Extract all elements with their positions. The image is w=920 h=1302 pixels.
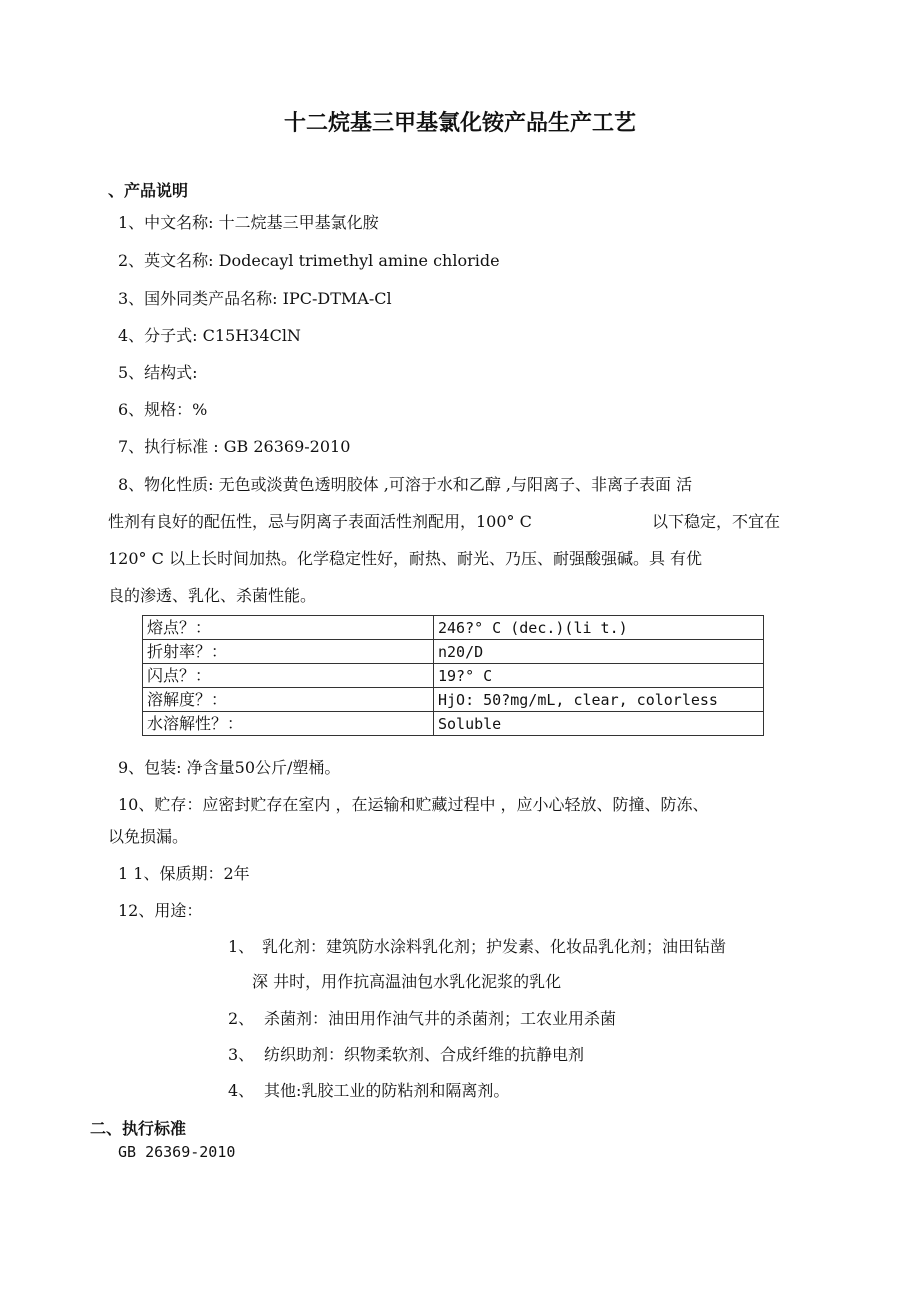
table-row — [143, 616, 764, 640]
table-cell-value: Soluble — [434, 712, 764, 736]
table-cell-value: n20/D — [434, 640, 764, 664]
item-chinese-name: 1、中文名称: 十二烷基三甲基氯化胺 — [118, 213, 379, 232]
table-cell-key: 折射率？： — [143, 640, 434, 664]
table-cell-value: HjO: 50?mg/mL, clear, colorless — [434, 688, 764, 712]
item-uses: 12、用途： — [118, 901, 203, 920]
item-properties-line1: 8、物化性质: 无色或淡黄色透明胶体 ,可溶于水和乙醇 ,与阳离子、非离子表面 活 — [118, 475, 693, 494]
table-row — [143, 712, 764, 736]
section-heading-standard: 二、执行标准 — [90, 1119, 187, 1138]
table-row — [143, 664, 764, 688]
use-2-number: 2、 — [228, 1009, 255, 1028]
item-specification: 6、规格：% — [118, 400, 208, 419]
item-properties-line3: 120° C 以上长时间加热。化学稳定性好，耐热、耐光、乃压、耐强酸强碱。具 有优 — [108, 549, 703, 568]
use-1-line2: 深 井时，用作抗高温油包水乳化泥浆的乳化 — [252, 972, 562, 991]
table-cell-key: 溶解度？： — [143, 688, 434, 712]
section-heading-product-description: 、产品说明 — [108, 181, 189, 200]
table-cell-key: 闪点？： — [143, 664, 434, 688]
item-structural-formula: 5、结构式: — [118, 363, 198, 382]
use-3-text: 纺织助剂：织物柔软剂、合成纤维的抗静电剂 — [264, 1045, 585, 1064]
item-properties-line2b: 以下稳定，不宜在 — [652, 512, 781, 531]
use-1-number: 1、 — [228, 937, 255, 956]
item-packaging: 9、包装: 净含量50公斤/塑桶。 — [118, 758, 341, 777]
use-1-line1: 乳化剂：建筑防水涂料乳化剂；护发素、化妆品乳化剂；油田钻凿 — [262, 937, 727, 956]
table-cell-key: 熔点？： — [143, 616, 434, 640]
document-title: 十二烷基三甲基氯化铵产品生产工艺 — [283, 111, 636, 136]
properties-table — [142, 615, 764, 736]
item-standard: 7、执行标准 : GB 26369-2010 — [118, 437, 351, 456]
item-foreign-product-name: 3、国外同类产品名称: IPC-DTMA-Cl — [118, 289, 392, 308]
table-row — [143, 688, 764, 712]
table-cell-value: 246?° C (dec.)(li t.) — [434, 616, 764, 640]
item-storage-line2: 以免损漏。 — [108, 827, 189, 846]
item-shelf-life: 1 1、保质期：2年 — [118, 864, 250, 883]
table-row — [143, 640, 764, 664]
item-properties-line4: 良的渗透、乳化、杀菌性能。 — [108, 586, 317, 605]
item-english-name: 2、英文名称: Dodecayl trimethyl amine chloride — [118, 251, 500, 270]
item-storage-line1: 10、贮存：应密封贮存在室内 ，在运输和贮藏过程中 ，应小心轻放、防撞、防冻、 — [118, 795, 709, 814]
use-4-text: 其他:乳胶工业的防粘剂和隔离剂。 — [264, 1081, 510, 1100]
use-3-number: 3、 — [228, 1045, 255, 1064]
item-molecular-formula: 4、分子式: C15H34ClN — [118, 326, 301, 345]
standard-number: GB 26369-2010 — [118, 1143, 236, 1161]
table-cell-value: 19?° C — [434, 664, 764, 688]
use-4-number: 4、 — [228, 1081, 255, 1100]
use-2-text: 杀菌剂：油田用作油气井的杀菌剂；工农业用杀菌 — [264, 1009, 617, 1028]
item-properties-line2a: 性剂有良好的配伍性，忌与阴离子表面活性剂配用，100° C — [108, 512, 532, 531]
table-cell-key: 水溶解性？： — [143, 712, 434, 736]
